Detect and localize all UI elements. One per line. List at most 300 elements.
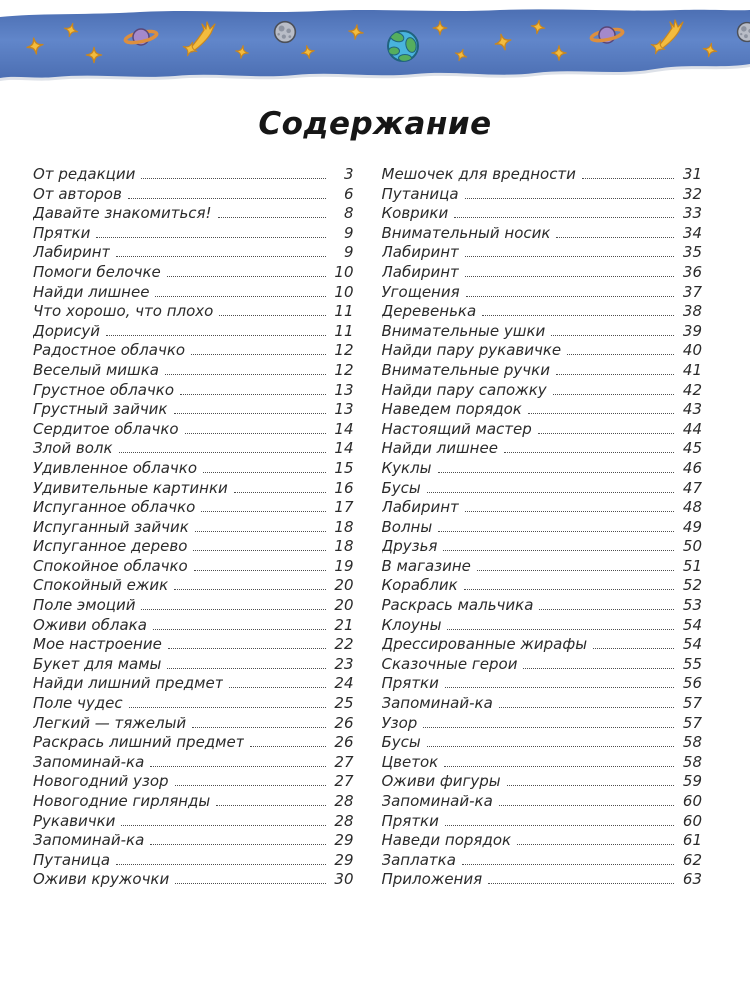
toc-entry [33, 322, 354, 342]
toc-entry-title: Приложения [381, 870, 483, 889]
dot-leader [427, 746, 674, 747]
dot-leader [195, 531, 326, 532]
toc-entry-page: 34 [682, 223, 702, 242]
dot-leader [438, 531, 674, 532]
dot-leader [507, 785, 674, 786]
dot-leader [499, 707, 674, 708]
toc-entry-title: Найди лишнее [381, 439, 498, 458]
dot-leader [538, 433, 674, 434]
toc-entry-title: Прятки [33, 223, 91, 242]
toc-entry [382, 322, 703, 342]
toc-entry-title: Найди лишнее [33, 282, 150, 301]
toc-entry [33, 302, 354, 322]
toc-entry [382, 518, 703, 538]
toc-entry [33, 635, 354, 655]
toc-entry-page: 50 [682, 537, 702, 556]
toc-entry-page: 29 [334, 850, 354, 869]
dot-leader [556, 374, 674, 375]
toc-entry [382, 204, 703, 224]
dot-leader [116, 256, 325, 257]
toc-entry-page: 15 [334, 458, 354, 477]
toc-entry-title: Грустное облачко [33, 380, 175, 399]
dot-leader [499, 805, 674, 806]
toc-entry [382, 616, 703, 636]
toc-entry-page: 19 [334, 556, 354, 575]
toc-entry [33, 185, 354, 205]
toc-entry-page: 59 [682, 772, 702, 791]
toc-entry-page: 22 [334, 635, 354, 654]
toc-entry-page: 10 [334, 282, 354, 301]
dot-leader [174, 589, 325, 590]
toc-entry [382, 714, 703, 734]
toc-entry-page: 6 [343, 184, 354, 203]
toc-entry [33, 224, 354, 244]
dot-leader [218, 217, 326, 218]
toc-entry-page: 32 [682, 184, 702, 203]
toc-entry [33, 616, 354, 636]
toc-entry [382, 302, 703, 322]
toc-entry [33, 812, 354, 832]
dot-leader [155, 296, 325, 297]
toc-entry-title: Запоминай-ка [381, 694, 493, 713]
dot-leader [423, 727, 674, 728]
toc-entry [382, 694, 703, 714]
toc-entry-page: 17 [334, 498, 354, 517]
toc-entry-page: 61 [682, 831, 702, 850]
toc-entry [33, 263, 354, 283]
toc-entry [33, 694, 354, 714]
dot-leader [165, 374, 326, 375]
toc-entry [33, 674, 354, 694]
dot-leader [203, 472, 325, 473]
toc-entry-title: Настоящий мастер [381, 419, 532, 438]
toc-entry-page: 49 [682, 517, 702, 536]
toc-entry [382, 420, 703, 440]
toc-entry-title: Лабиринт [33, 243, 111, 262]
toc-entry-title: Дрессированные жирафы [381, 635, 588, 654]
page-title: Содержание [258, 106, 492, 142]
toc-entry [382, 361, 703, 381]
toc-entry-title: Веселый мишка [33, 360, 159, 379]
toc-entry-page: 24 [334, 674, 354, 693]
toc-entry [33, 204, 354, 224]
dot-leader [185, 433, 326, 434]
toc-column-right [382, 165, 703, 890]
toc-entry-page: 36 [682, 262, 702, 281]
toc-entry [382, 400, 703, 420]
toc-entry-page: 28 [334, 792, 354, 810]
toc-entry [33, 596, 354, 616]
dot-leader [234, 492, 326, 493]
toc-entry-title: Цветок [381, 752, 439, 771]
toc-entry-title: Волны [381, 517, 433, 536]
toc-entry-title: Оживи облака [33, 615, 147, 634]
toc-entry [382, 479, 703, 499]
toc-entry-title: Помоги белочке [33, 262, 161, 281]
dot-leader [194, 570, 326, 571]
toc-entry-page: 52 [682, 576, 702, 595]
toc-entry-title: Испуганный зайчик [33, 517, 189, 536]
dot-leader [150, 766, 325, 767]
toc-entry-page: 45 [682, 439, 702, 458]
toc-entry-title: Внимательные ушки [381, 321, 546, 340]
dot-leader [191, 354, 325, 355]
toc-entry-title: Бусы [381, 733, 421, 752]
toc-entry-title: Прятки [381, 811, 439, 830]
toc-entry-page: 14 [334, 439, 354, 458]
toc-entry-page: 63 [682, 870, 702, 889]
toc-entry-title: Угощения [381, 282, 460, 301]
toc-entry [382, 439, 703, 459]
toc-entry-page: 27 [334, 752, 354, 771]
dot-leader [465, 198, 674, 199]
toc-entry [382, 655, 703, 675]
toc-entry [382, 635, 703, 655]
toc-entry-title: Сердитое облачко [33, 419, 179, 438]
toc-entry [33, 381, 354, 401]
toc-entry [33, 537, 354, 557]
toc-entry-title: Клоуны [381, 615, 442, 634]
dot-leader [229, 687, 325, 688]
dot-leader [482, 315, 674, 316]
toc-entry-page: 13 [334, 400, 354, 419]
toc-entry-title: Найди лишний предмет [33, 674, 224, 693]
toc-entry-page: 27 [334, 772, 354, 791]
dot-leader [129, 707, 326, 708]
toc-entry-title: Легкий — тяжелый [33, 713, 187, 732]
toc-entry-title: Запоминай-ка [33, 752, 145, 771]
moon-icon [738, 23, 750, 42]
toc-entry-page: 43 [682, 400, 702, 419]
toc-entry-page: 55 [682, 654, 702, 673]
dot-leader [443, 550, 674, 551]
moon-icon [275, 22, 296, 43]
dot-leader [551, 335, 674, 336]
toc-entry-title: Прятки [381, 674, 439, 693]
toc-entry [33, 831, 354, 851]
dot-leader [174, 413, 326, 414]
toc-entry-title: Лабиринт [381, 498, 459, 517]
earth-icon [388, 31, 418, 62]
dot-leader [180, 394, 325, 395]
toc-entry-title: Новогодние гирлянды [33, 792, 211, 810]
toc-entry [382, 772, 703, 792]
dot-leader [488, 883, 674, 884]
toc-entry-page: 25 [334, 694, 354, 713]
dot-leader [465, 511, 674, 512]
toc-entry-page: 60 [682, 792, 702, 810]
toc-entry-page: 9 [343, 243, 354, 262]
toc-entry-title: Дорисуй [33, 321, 101, 340]
toc-entry [382, 459, 703, 479]
toc-entry-title: От авторов [33, 184, 122, 203]
dot-leader [250, 746, 325, 747]
dot-leader [465, 256, 674, 257]
toc-entry-page: 18 [334, 517, 354, 536]
toc-entry [382, 596, 703, 616]
dot-leader [175, 785, 326, 786]
toc-entry-page: 16 [334, 478, 354, 497]
dot-leader [219, 315, 325, 316]
toc-entry-title: Внимательный носик [381, 223, 551, 242]
dot-leader [465, 276, 674, 277]
dot-leader [438, 472, 674, 473]
toc-entry-page: 54 [682, 635, 702, 654]
toc-entry-title: Путаница [33, 850, 111, 869]
header-space-band [0, 0, 750, 92]
dot-leader [167, 276, 326, 277]
toc-entry-page: 42 [682, 380, 702, 399]
dot-leader [141, 178, 325, 179]
toc-entry-page: 56 [682, 674, 702, 693]
dot-leader [201, 511, 325, 512]
toc-entry-title: Раскрась мальчика [381, 596, 534, 615]
dot-leader [167, 668, 325, 669]
toc-entry [33, 165, 354, 185]
toc-entry-title: Заплатка [381, 850, 456, 869]
toc-entry [382, 851, 703, 871]
toc-entry-page: 26 [334, 733, 354, 752]
dot-leader [528, 413, 674, 414]
toc-entry [33, 479, 354, 499]
dot-leader [553, 394, 674, 395]
toc-entry-title: Поле эмоций [33, 596, 136, 615]
toc-entry-title: Путаница [381, 184, 459, 203]
toc-entry [382, 733, 703, 753]
toc-entry [33, 518, 354, 538]
toc-entry-page: 28 [334, 811, 354, 830]
toc-entry-page: 20 [334, 596, 354, 615]
toc-entry [33, 655, 354, 675]
toc-entry [382, 792, 703, 812]
toc-entry-title: Давайте знакомиться! [33, 204, 212, 223]
toc-entry [33, 341, 354, 361]
toc-entry [33, 400, 354, 420]
dot-leader [121, 825, 325, 826]
dot-leader [445, 687, 674, 688]
dot-leader [116, 864, 325, 865]
toc-entry [382, 870, 703, 890]
toc-entry-title: Лабиринт [381, 262, 459, 281]
toc-entry [33, 557, 354, 577]
toc-entry [382, 243, 703, 263]
toc-entry-title: Новогодний узор [33, 772, 169, 791]
dot-leader [445, 825, 674, 826]
toc-entry-title: Бусы [381, 478, 421, 497]
toc-entry [382, 557, 703, 577]
toc-entry-page: 39 [682, 321, 702, 340]
toc-entry-page: 31 [682, 165, 702, 183]
dot-leader [427, 492, 674, 493]
toc-entry-page: 51 [682, 556, 702, 575]
toc-entry-page: 38 [682, 302, 702, 321]
dot-leader [462, 864, 674, 865]
toc-entry-title: Найди пару рукавичке [381, 341, 562, 360]
toc-entry [382, 263, 703, 283]
toc-entry-page: 29 [334, 831, 354, 850]
dot-leader [106, 335, 325, 336]
toc-entry [33, 733, 354, 753]
toc-entry-title: Найди пару сапожку [381, 380, 547, 399]
band-paper [0, 9, 750, 78]
toc-entry-title: Поле чудес [33, 694, 123, 713]
toc-entry-page: 9 [343, 223, 354, 242]
dot-leader [593, 648, 674, 649]
toc-entry [33, 792, 354, 812]
dot-leader [216, 805, 325, 806]
toc-entry [382, 224, 703, 244]
dot-leader [504, 452, 674, 453]
dot-leader [150, 844, 325, 845]
toc-entry-page: 44 [682, 419, 702, 438]
toc-entry-title: Оживи фигуры [381, 772, 501, 791]
toc-entry-title: Спокойный ежик [33, 576, 169, 595]
toc-entry [33, 283, 354, 303]
toc-entry [33, 361, 354, 381]
toc-entry-title: Лабиринт [381, 243, 459, 262]
toc-entry-page: 57 [682, 694, 702, 713]
toc-column-left [33, 165, 354, 890]
toc-entry [33, 439, 354, 459]
toc-entry [33, 420, 354, 440]
dot-leader [193, 550, 325, 551]
toc-entry [33, 870, 354, 890]
toc-entry [382, 537, 703, 557]
toc-entry [33, 753, 354, 773]
toc-entry-page: 23 [334, 654, 354, 673]
toc-entry-page: 3 [343, 165, 354, 183]
toc-entry-title: Спокойное облачко [33, 556, 188, 575]
toc-entry-title: Букет для мамы [33, 654, 162, 673]
toc-entry [33, 772, 354, 792]
toc-entry [382, 576, 703, 596]
dot-leader [567, 354, 674, 355]
dot-leader [175, 883, 325, 884]
toc-entry-page: 21 [334, 615, 354, 634]
toc-entry-page: 33 [682, 204, 702, 223]
toc-entry-page: 40 [682, 341, 702, 360]
toc-entry [33, 243, 354, 263]
dot-leader [447, 629, 674, 630]
dot-leader [517, 844, 674, 845]
toc-entry-page: 11 [334, 302, 354, 321]
toc-entry-page: 54 [682, 615, 702, 634]
toc-entry [382, 283, 703, 303]
toc-entry-page: 14 [334, 419, 354, 438]
toc-entry [382, 185, 703, 205]
toc-entry [382, 381, 703, 401]
toc-entry [33, 851, 354, 871]
toc-entry-title: Оживи кружочки [33, 870, 170, 889]
dot-leader [466, 296, 674, 297]
toc-entry-page: 62 [682, 850, 702, 869]
toc-entry-title: Наведем порядок [381, 400, 522, 419]
toc-entry-title: В магазине [381, 556, 471, 575]
toc-entry-page: 12 [334, 341, 354, 360]
toc-entry-title: Что хорошо, что плохо [33, 302, 214, 321]
toc-entry-title: Запоминай-ка [381, 792, 493, 810]
toc-entry [33, 576, 354, 596]
dot-leader [454, 217, 674, 218]
toc-entry-title: Испуганное облачко [33, 498, 196, 517]
toc-entry-title: Сказочные герои [381, 654, 518, 673]
toc-entry-page: 48 [682, 498, 702, 517]
toc-entry-page: 10 [334, 262, 354, 281]
toc-entry-page: 11 [334, 321, 354, 340]
toc-entry-title: Деревенька [381, 302, 477, 321]
toc-entry [382, 812, 703, 832]
dot-leader [119, 452, 326, 453]
dot-leader [556, 237, 674, 238]
dot-leader [168, 648, 326, 649]
dot-leader [539, 609, 674, 610]
dot-leader [96, 237, 325, 238]
toc-entry-title: Злой волк [33, 439, 113, 458]
toc-entry-title: Внимательные ручки [381, 360, 550, 379]
toc-entry-title: Удивленное облачко [33, 458, 198, 477]
toc-entry-page: 30 [334, 870, 354, 889]
dot-leader [128, 198, 326, 199]
dot-leader [477, 570, 674, 571]
toc-entry-title: Раскрась лишний предмет [33, 733, 245, 752]
toc-entry-page: 60 [682, 811, 702, 830]
table-of-contents [0, 142, 750, 890]
toc-entry [33, 498, 354, 518]
toc-entry-page: 18 [334, 537, 354, 556]
toc-entry-page: 58 [682, 752, 702, 771]
toc-entry-title: Узор [381, 713, 418, 732]
toc-entry [33, 714, 354, 734]
toc-entry-title: Грустный зайчик [33, 400, 168, 419]
toc-entry [382, 753, 703, 773]
toc-entry-page: 12 [334, 360, 354, 379]
toc-entry-title: Мое настроение [33, 635, 162, 654]
toc-entry-title: Испуганное дерево [33, 537, 188, 556]
toc-entry-page: 20 [334, 576, 354, 595]
toc-entry-title: Друзья [381, 537, 438, 556]
toc-entry [33, 459, 354, 479]
toc-entry-title: От редакции [33, 165, 136, 183]
toc-entry-page: 53 [682, 596, 702, 615]
toc-entry-page: 41 [682, 360, 702, 379]
dot-leader [153, 629, 326, 630]
toc-entry-page: 47 [682, 478, 702, 497]
dot-leader [192, 727, 325, 728]
toc-entry-title: Радостное облачко [33, 341, 186, 360]
toc-entry-page: 57 [682, 713, 702, 732]
toc-entry-page: 26 [334, 713, 354, 732]
toc-entry-title: Коврики [381, 204, 449, 223]
toc-entry-title: Запоминай-ка [33, 831, 145, 850]
toc-entry-page: 8 [343, 204, 354, 223]
dot-leader [464, 589, 674, 590]
toc-entry [382, 341, 703, 361]
toc-entry-title: Рукавички [33, 811, 116, 830]
dot-leader [523, 668, 674, 669]
dot-leader [444, 766, 674, 767]
dot-leader [582, 178, 674, 179]
toc-entry [382, 165, 703, 185]
toc-entry-title: Удивительные картинки [33, 478, 228, 497]
toc-entry-title: Кораблик [381, 576, 458, 595]
toc-entry-page: 13 [334, 380, 354, 399]
toc-entry-page: 37 [682, 282, 702, 301]
toc-entry [382, 674, 703, 694]
toc-entry [382, 831, 703, 851]
toc-entry-page: 46 [682, 458, 702, 477]
toc-entry-title: Куклы [381, 458, 432, 477]
toc-entry-page: 58 [682, 733, 702, 752]
